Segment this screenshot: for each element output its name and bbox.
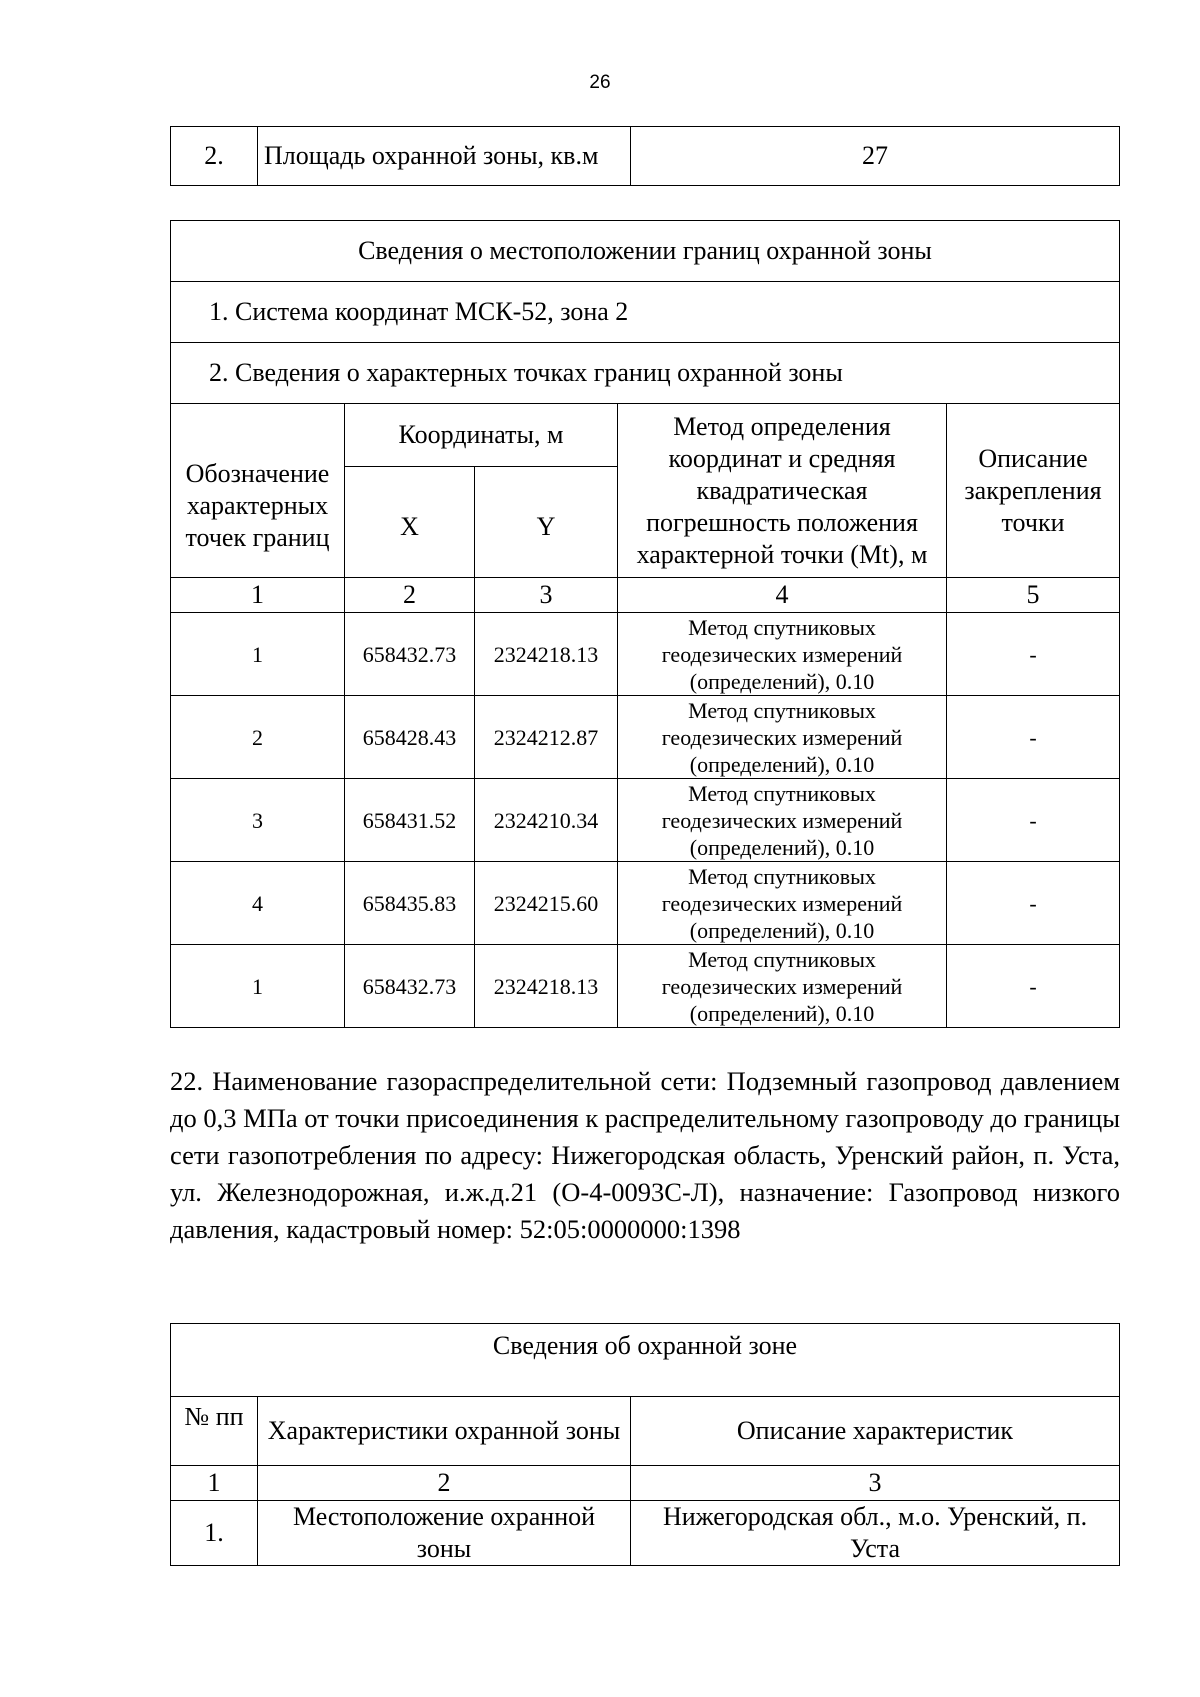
point-id: 3 xyxy=(171,779,345,862)
row-number: 1. xyxy=(171,1501,258,1566)
coordinate-system: 1. Система координат МСК-52, зона 2 xyxy=(171,282,1120,343)
header-description: Описание характеристик xyxy=(631,1397,1120,1466)
point-id: 2 xyxy=(171,696,345,779)
header-y: Y xyxy=(475,467,618,578)
point-method: Метод спутниковых геодезических измерений (определений), 0.10 xyxy=(618,945,947,1028)
column-number: 1 xyxy=(171,578,345,613)
point-description: - xyxy=(947,696,1120,779)
table-row xyxy=(171,127,1120,186)
row-number: 2. xyxy=(171,127,258,186)
page-number: 26 xyxy=(589,72,611,93)
point-id: 1 xyxy=(171,945,345,1028)
point-method: Метод спутниковых геодезических измерений (определений), 0.10 xyxy=(618,862,947,945)
point-description: - xyxy=(947,779,1120,862)
point-description: - xyxy=(947,613,1120,696)
table-row xyxy=(171,945,1120,1028)
table-row xyxy=(171,1501,1120,1566)
point-description: - xyxy=(947,862,1120,945)
point-x: 658435.83 xyxy=(345,862,475,945)
table-row xyxy=(171,613,1120,696)
header-method: Метод определения координат и средняя квадратическая погрешность положения характерной точки (Mt), м xyxy=(618,404,947,578)
point-x: 658431.52 xyxy=(345,779,475,862)
row-characteristic: Местоположение охранной зоны xyxy=(258,1501,631,1566)
area-value: 27 xyxy=(631,127,1120,186)
point-x: 658432.73 xyxy=(345,613,475,696)
point-y: 2324218.13 xyxy=(475,613,618,696)
point-method: Метод спутниковых геодезических измерений (определений), 0.10 xyxy=(618,779,947,862)
point-method: Метод спутниковых геодезических измерений (определений), 0.10 xyxy=(618,696,947,779)
point-y: 2324218.13 xyxy=(475,945,618,1028)
point-id: 4 xyxy=(171,862,345,945)
points-title: 2. Сведения о характерных точках границ охранной зоны xyxy=(171,343,1120,404)
column-number: 2 xyxy=(258,1466,631,1501)
point-y: 2324212.87 xyxy=(475,696,618,779)
info-table-title: Сведения об охранной зоне xyxy=(171,1324,1120,1397)
table-row xyxy=(171,779,1120,862)
row-description: Нижегородская обл., м.о. Уренский, п. Уста xyxy=(631,1501,1120,1566)
network-paragraph: 22. Наименование газораспределительной сети: Подземный газопровод давлением до 0,3 МПа от точки присоединения к распределительному газопроводу до границы сети газопотребления по адресу: Нижегородская область, Уренский район, п. Уста, ул. Железнодорожная, и.ж.д.21 (О-4-0093С-Л), назначение: Газопровод низкого давления, кадастровый номер: 52:05:0000000:1398 xyxy=(170,1066,1120,1244)
point-y: 2324215.60 xyxy=(475,862,618,945)
point-y: 2324210.34 xyxy=(475,779,618,862)
point-method: Метод спутниковых геодезических измерений (определений), 0.10 xyxy=(618,613,947,696)
column-number: 1 xyxy=(171,1466,258,1501)
column-number: 3 xyxy=(631,1466,1120,1501)
point-x: 658432.73 xyxy=(345,945,475,1028)
column-number: 4 xyxy=(618,578,947,613)
point-id: 1 xyxy=(171,613,345,696)
header-coordinates: Координаты, м xyxy=(345,404,618,467)
point-description: - xyxy=(947,945,1120,1028)
header-x: X xyxy=(345,467,475,578)
column-number: 5 xyxy=(947,578,1120,613)
column-number: 3 xyxy=(475,578,618,613)
point-x: 658428.43 xyxy=(345,696,475,779)
header-no: № пп xyxy=(171,1397,258,1466)
coordinates-table xyxy=(170,220,1120,1028)
column-number: 2 xyxy=(345,578,475,613)
coords-table-title: Сведения о местоположении границ охранной зоны xyxy=(171,221,1120,282)
table-row xyxy=(171,862,1120,945)
table-row xyxy=(171,696,1120,779)
header-description: Описание закрепления точки xyxy=(947,404,1120,578)
area-label: Площадь охранной зоны, кв.м xyxy=(258,127,631,186)
header-characteristic: Характеристики охранной зоны xyxy=(258,1397,631,1466)
area-table xyxy=(170,126,1120,186)
header-designation: Обозначение характерных точек границ xyxy=(171,404,345,578)
protection-zone-table xyxy=(170,1323,1120,1566)
